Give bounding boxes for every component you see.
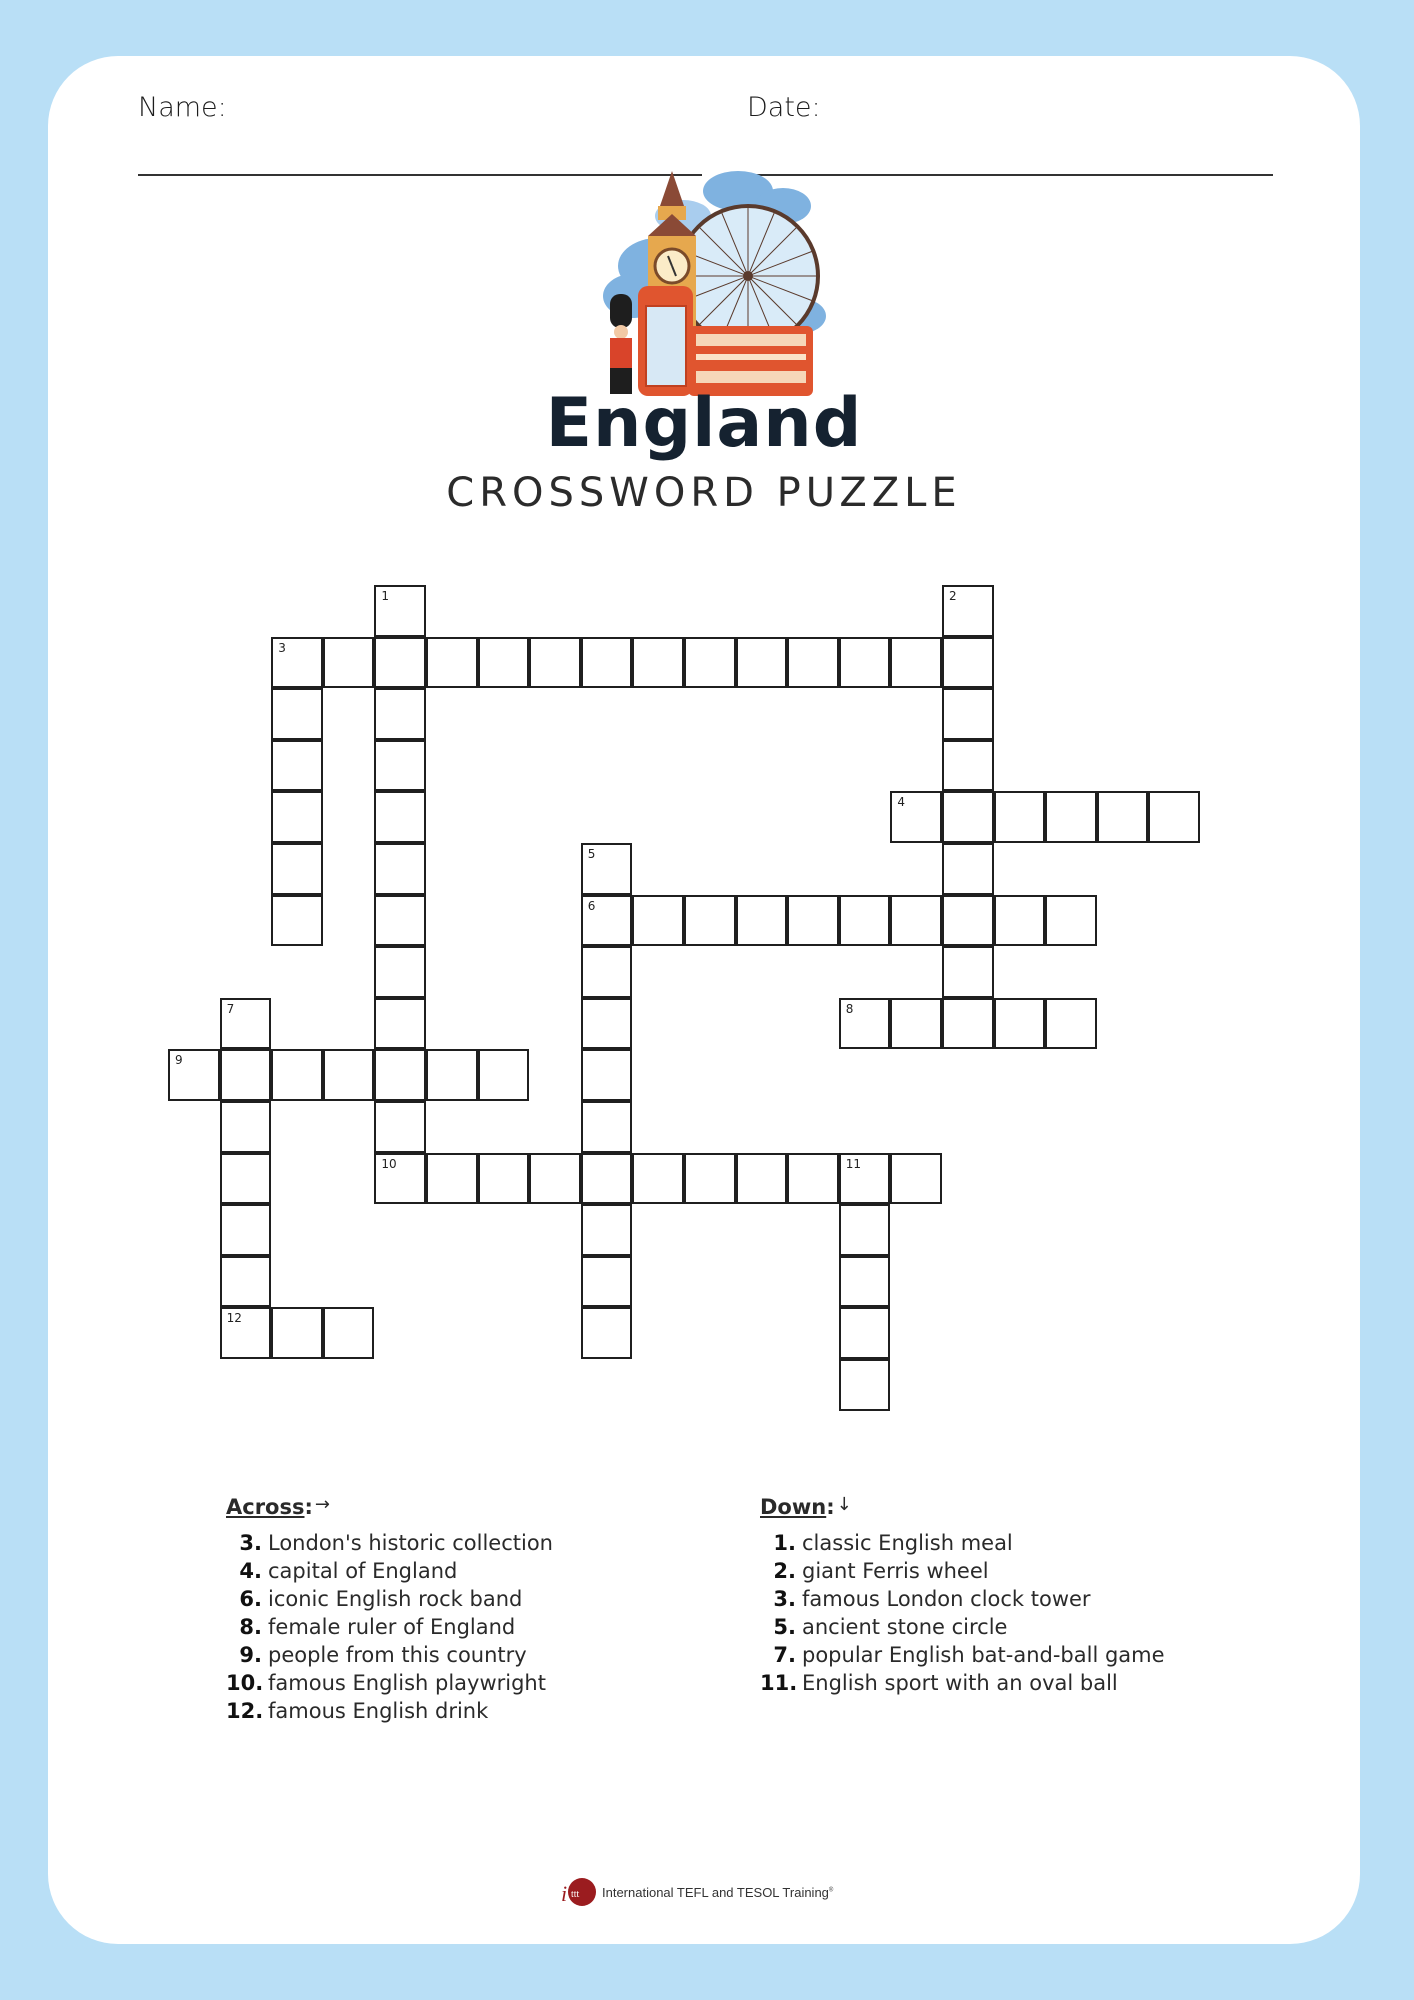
crossword-cell[interactable] bbox=[684, 637, 736, 689]
across-clues bbox=[226, 1494, 553, 1725]
crossword-cell[interactable] bbox=[632, 895, 684, 947]
clue-item bbox=[226, 1697, 553, 1725]
crossword-cell[interactable] bbox=[942, 895, 994, 947]
clue-number-label: 10 bbox=[381, 1156, 397, 1171]
crossword-cell[interactable] bbox=[839, 637, 891, 689]
crossword-cell[interactable] bbox=[374, 1101, 426, 1153]
crossword-cell[interactable] bbox=[787, 637, 839, 689]
crossword-cell[interactable] bbox=[839, 1256, 891, 1308]
crossword-cell[interactable] bbox=[942, 791, 994, 843]
clue-text: classic English meal bbox=[802, 1531, 1013, 1555]
clue-number-label: 12 bbox=[226, 1311, 242, 1326]
arrow-down-icon: ↓ bbox=[836, 1494, 852, 1515]
royal-guard-icon bbox=[610, 294, 632, 394]
crossword-cell[interactable] bbox=[890, 998, 942, 1050]
clue-number-label: 5 bbox=[587, 847, 596, 861]
crossword-cell[interactable] bbox=[271, 637, 323, 689]
crossword-cell[interactable] bbox=[890, 1153, 942, 1205]
clue-number: 9. bbox=[239, 1643, 262, 1667]
crossword-cell[interactable] bbox=[581, 1101, 633, 1153]
clue-number: 8. bbox=[239, 1615, 262, 1639]
crossword-cell[interactable] bbox=[632, 637, 684, 689]
crossword-cell[interactable] bbox=[890, 895, 942, 947]
crossword-cell[interactable] bbox=[374, 585, 426, 637]
crossword-cell[interactable] bbox=[839, 1153, 891, 1205]
clue-number: 1. bbox=[773, 1531, 796, 1555]
crossword-cell[interactable] bbox=[839, 895, 891, 947]
crossword-cell[interactable] bbox=[374, 998, 426, 1050]
crossword-cell[interactable] bbox=[1097, 791, 1149, 843]
crossword-cell[interactable] bbox=[1148, 791, 1200, 843]
clue-number-label: 9 bbox=[175, 1053, 183, 1068]
worksheet bbox=[48, 56, 1360, 1944]
crossword-cell[interactable] bbox=[581, 1256, 633, 1308]
crossword-cell[interactable] bbox=[374, 637, 426, 689]
crossword-cell[interactable] bbox=[271, 1307, 323, 1359]
crossword-cell[interactable] bbox=[839, 998, 891, 1050]
crossword-cell[interactable] bbox=[478, 637, 530, 689]
crossword-cell[interactable] bbox=[271, 843, 323, 895]
clue-text: giant Ferris wheel bbox=[802, 1559, 989, 1583]
clue-item bbox=[226, 1529, 553, 1557]
crossword-cell[interactable] bbox=[1045, 895, 1097, 947]
footer-logo bbox=[558, 1874, 833, 1910]
clue-item bbox=[760, 1529, 1165, 1557]
crossword-cell[interactable] bbox=[220, 1256, 272, 1308]
crossword-cell[interactable] bbox=[220, 998, 272, 1050]
london-landmarks-illustration bbox=[588, 166, 828, 396]
crossword-cell[interactable] bbox=[478, 1153, 530, 1205]
clue-number-label: 7 bbox=[226, 1001, 235, 1016]
crossword-cell[interactable] bbox=[323, 1049, 375, 1101]
clue-text: iconic English rock band bbox=[268, 1587, 523, 1611]
clue-number-label: 8 bbox=[845, 1001, 854, 1016]
crossword-cell[interactable] bbox=[994, 998, 1046, 1050]
crossword-cell[interactable] bbox=[994, 791, 1046, 843]
clue-item bbox=[226, 1669, 553, 1697]
clue-number: 5. bbox=[773, 1615, 796, 1639]
crossword-cell[interactable] bbox=[736, 895, 788, 947]
down-heading: Down: ↓ bbox=[760, 1494, 852, 1519]
crossword-cell[interactable] bbox=[581, 1307, 633, 1359]
clue-item bbox=[760, 1641, 1165, 1669]
crossword-cell[interactable] bbox=[787, 1153, 839, 1205]
arrow-right-icon: → bbox=[314, 1494, 330, 1515]
crossword-cell[interactable] bbox=[581, 895, 633, 947]
clue-text: capital of England bbox=[268, 1559, 458, 1583]
crossword-cell[interactable] bbox=[426, 1049, 478, 1101]
crossword-cell[interactable] bbox=[220, 1204, 272, 1256]
crossword-cell[interactable] bbox=[271, 895, 323, 947]
crossword-cell[interactable] bbox=[323, 637, 375, 689]
clue-number-label: 2 bbox=[949, 589, 957, 603]
crossword-cell[interactable] bbox=[632, 1153, 684, 1205]
crossword-cell[interactable] bbox=[581, 1204, 633, 1256]
crossword-cell[interactable] bbox=[736, 1153, 788, 1205]
svg-text:i: i bbox=[561, 1881, 568, 1906]
crossword-cell[interactable] bbox=[220, 1101, 272, 1153]
clue-text: famous English playwright bbox=[268, 1671, 546, 1695]
clue-number: 11. bbox=[760, 1671, 798, 1695]
crossword-cell[interactable] bbox=[529, 637, 581, 689]
crossword-cell[interactable] bbox=[374, 895, 426, 947]
clue-item bbox=[760, 1669, 1165, 1697]
crossword-cell[interactable] bbox=[581, 1049, 633, 1101]
crossword-cell[interactable] bbox=[890, 791, 942, 843]
clue-item bbox=[760, 1613, 1165, 1641]
clue-text: female ruler of England bbox=[268, 1615, 516, 1639]
crossword-cell[interactable] bbox=[478, 1049, 530, 1101]
crossword-cell[interactable] bbox=[271, 791, 323, 843]
clue-item bbox=[226, 1585, 553, 1613]
ittt-logo-icon bbox=[558, 1874, 598, 1910]
crossword-cell[interactable] bbox=[684, 1153, 736, 1205]
crossword-cell[interactable] bbox=[942, 585, 994, 637]
crossword-cell[interactable] bbox=[1045, 998, 1097, 1050]
crossword-cell[interactable] bbox=[374, 946, 426, 998]
crossword-cell[interactable] bbox=[581, 843, 633, 895]
clue-number-label: 1 bbox=[381, 589, 390, 603]
clue-number-label: 6 bbox=[587, 898, 596, 913]
page-subtitle: CROSSWORD PUZZLE bbox=[446, 470, 962, 516]
clue-number-label: 3 bbox=[278, 640, 286, 655]
crossword-cell[interactable] bbox=[839, 1307, 891, 1359]
crossword-cell[interactable] bbox=[736, 637, 788, 689]
crossword-cell[interactable] bbox=[581, 637, 633, 689]
crossword-cell[interactable] bbox=[581, 998, 633, 1050]
crossword-cell[interactable] bbox=[374, 1153, 426, 1205]
crossword-cell[interactable] bbox=[787, 895, 839, 947]
crossword-cell[interactable] bbox=[220, 1307, 272, 1359]
date-label: Date: bbox=[747, 92, 821, 123]
crossword-cell[interactable] bbox=[994, 895, 1046, 947]
clue-number: 10. bbox=[226, 1671, 264, 1695]
crossword-cell[interactable] bbox=[374, 843, 426, 895]
crossword-cell[interactable] bbox=[1045, 791, 1097, 843]
crossword-cell[interactable] bbox=[684, 895, 736, 947]
crossword-cell[interactable] bbox=[942, 688, 994, 740]
clue-item bbox=[226, 1641, 553, 1669]
clue-text: ancient stone circle bbox=[802, 1615, 1008, 1639]
clue-number: 2. bbox=[773, 1559, 796, 1583]
crossword-cell[interactable] bbox=[271, 740, 323, 792]
crossword-cell[interactable] bbox=[220, 1049, 272, 1101]
crossword-cell[interactable] bbox=[374, 740, 426, 792]
clue-number: 7. bbox=[773, 1643, 796, 1667]
crossword-cell[interactable] bbox=[581, 946, 633, 998]
crossword-cell[interactable] bbox=[942, 740, 994, 792]
clue-item bbox=[226, 1557, 553, 1585]
clue-text: London's historic collection bbox=[268, 1531, 553, 1555]
crossword-cell[interactable] bbox=[168, 1049, 220, 1101]
page-title: England bbox=[545, 384, 863, 463]
london-eye-icon bbox=[678, 206, 818, 346]
clue-text: English sport with an oval ball bbox=[802, 1671, 1118, 1695]
crossword-cell[interactable] bbox=[942, 843, 994, 895]
clue-number: 4. bbox=[239, 1559, 262, 1583]
clue-text: people from this country bbox=[268, 1643, 527, 1667]
crossword-cell[interactable] bbox=[374, 791, 426, 843]
date-field[interactable] bbox=[747, 92, 821, 123]
crossword-cell[interactable] bbox=[271, 1049, 323, 1101]
clue-text: famous London clock tower bbox=[802, 1587, 1091, 1611]
crossword-cell[interactable] bbox=[323, 1307, 375, 1359]
clue-number-label: 11 bbox=[845, 1156, 862, 1171]
name-label: Name: bbox=[138, 92, 227, 123]
crossword-cell[interactable] bbox=[426, 1153, 478, 1205]
crossword-cell[interactable] bbox=[890, 637, 942, 689]
down-clues bbox=[760, 1494, 1165, 1697]
clue-item bbox=[226, 1613, 553, 1641]
crossword-cell[interactable] bbox=[271, 688, 323, 740]
crossword-cell[interactable] bbox=[374, 688, 426, 740]
footer-text: International TEFL and TESOL Training® bbox=[602, 1884, 834, 1900]
phone-box-icon bbox=[638, 286, 693, 396]
clue-item bbox=[760, 1585, 1165, 1613]
crossword-cell[interactable] bbox=[942, 946, 994, 998]
crossword-cell[interactable] bbox=[220, 1153, 272, 1205]
crossword-cell[interactable] bbox=[374, 1049, 426, 1101]
clue-number: 3. bbox=[773, 1587, 796, 1611]
crossword-cell[interactable] bbox=[426, 637, 478, 689]
clue-text: famous English drink bbox=[268, 1699, 489, 1723]
across-heading: Across: → bbox=[226, 1494, 330, 1519]
crossword-cell[interactable] bbox=[529, 1153, 581, 1205]
crossword-cell[interactable] bbox=[839, 1204, 891, 1256]
name-field[interactable] bbox=[138, 92, 227, 123]
clue-number-label: 4 bbox=[897, 795, 906, 810]
crossword-cell[interactable] bbox=[942, 998, 994, 1050]
clue-number: 6. bbox=[239, 1587, 262, 1611]
crossword-cell[interactable] bbox=[581, 1153, 633, 1205]
clue-text: popular English bat-and-ball game bbox=[802, 1643, 1165, 1667]
clue-item bbox=[760, 1557, 1165, 1585]
clue-number: 12. bbox=[226, 1699, 264, 1723]
crossword-cell[interactable] bbox=[839, 1359, 891, 1411]
clue-number: 3. bbox=[239, 1531, 262, 1555]
svg-text:ttt: ttt bbox=[571, 1889, 580, 1900]
crossword-cell[interactable] bbox=[942, 637, 994, 689]
